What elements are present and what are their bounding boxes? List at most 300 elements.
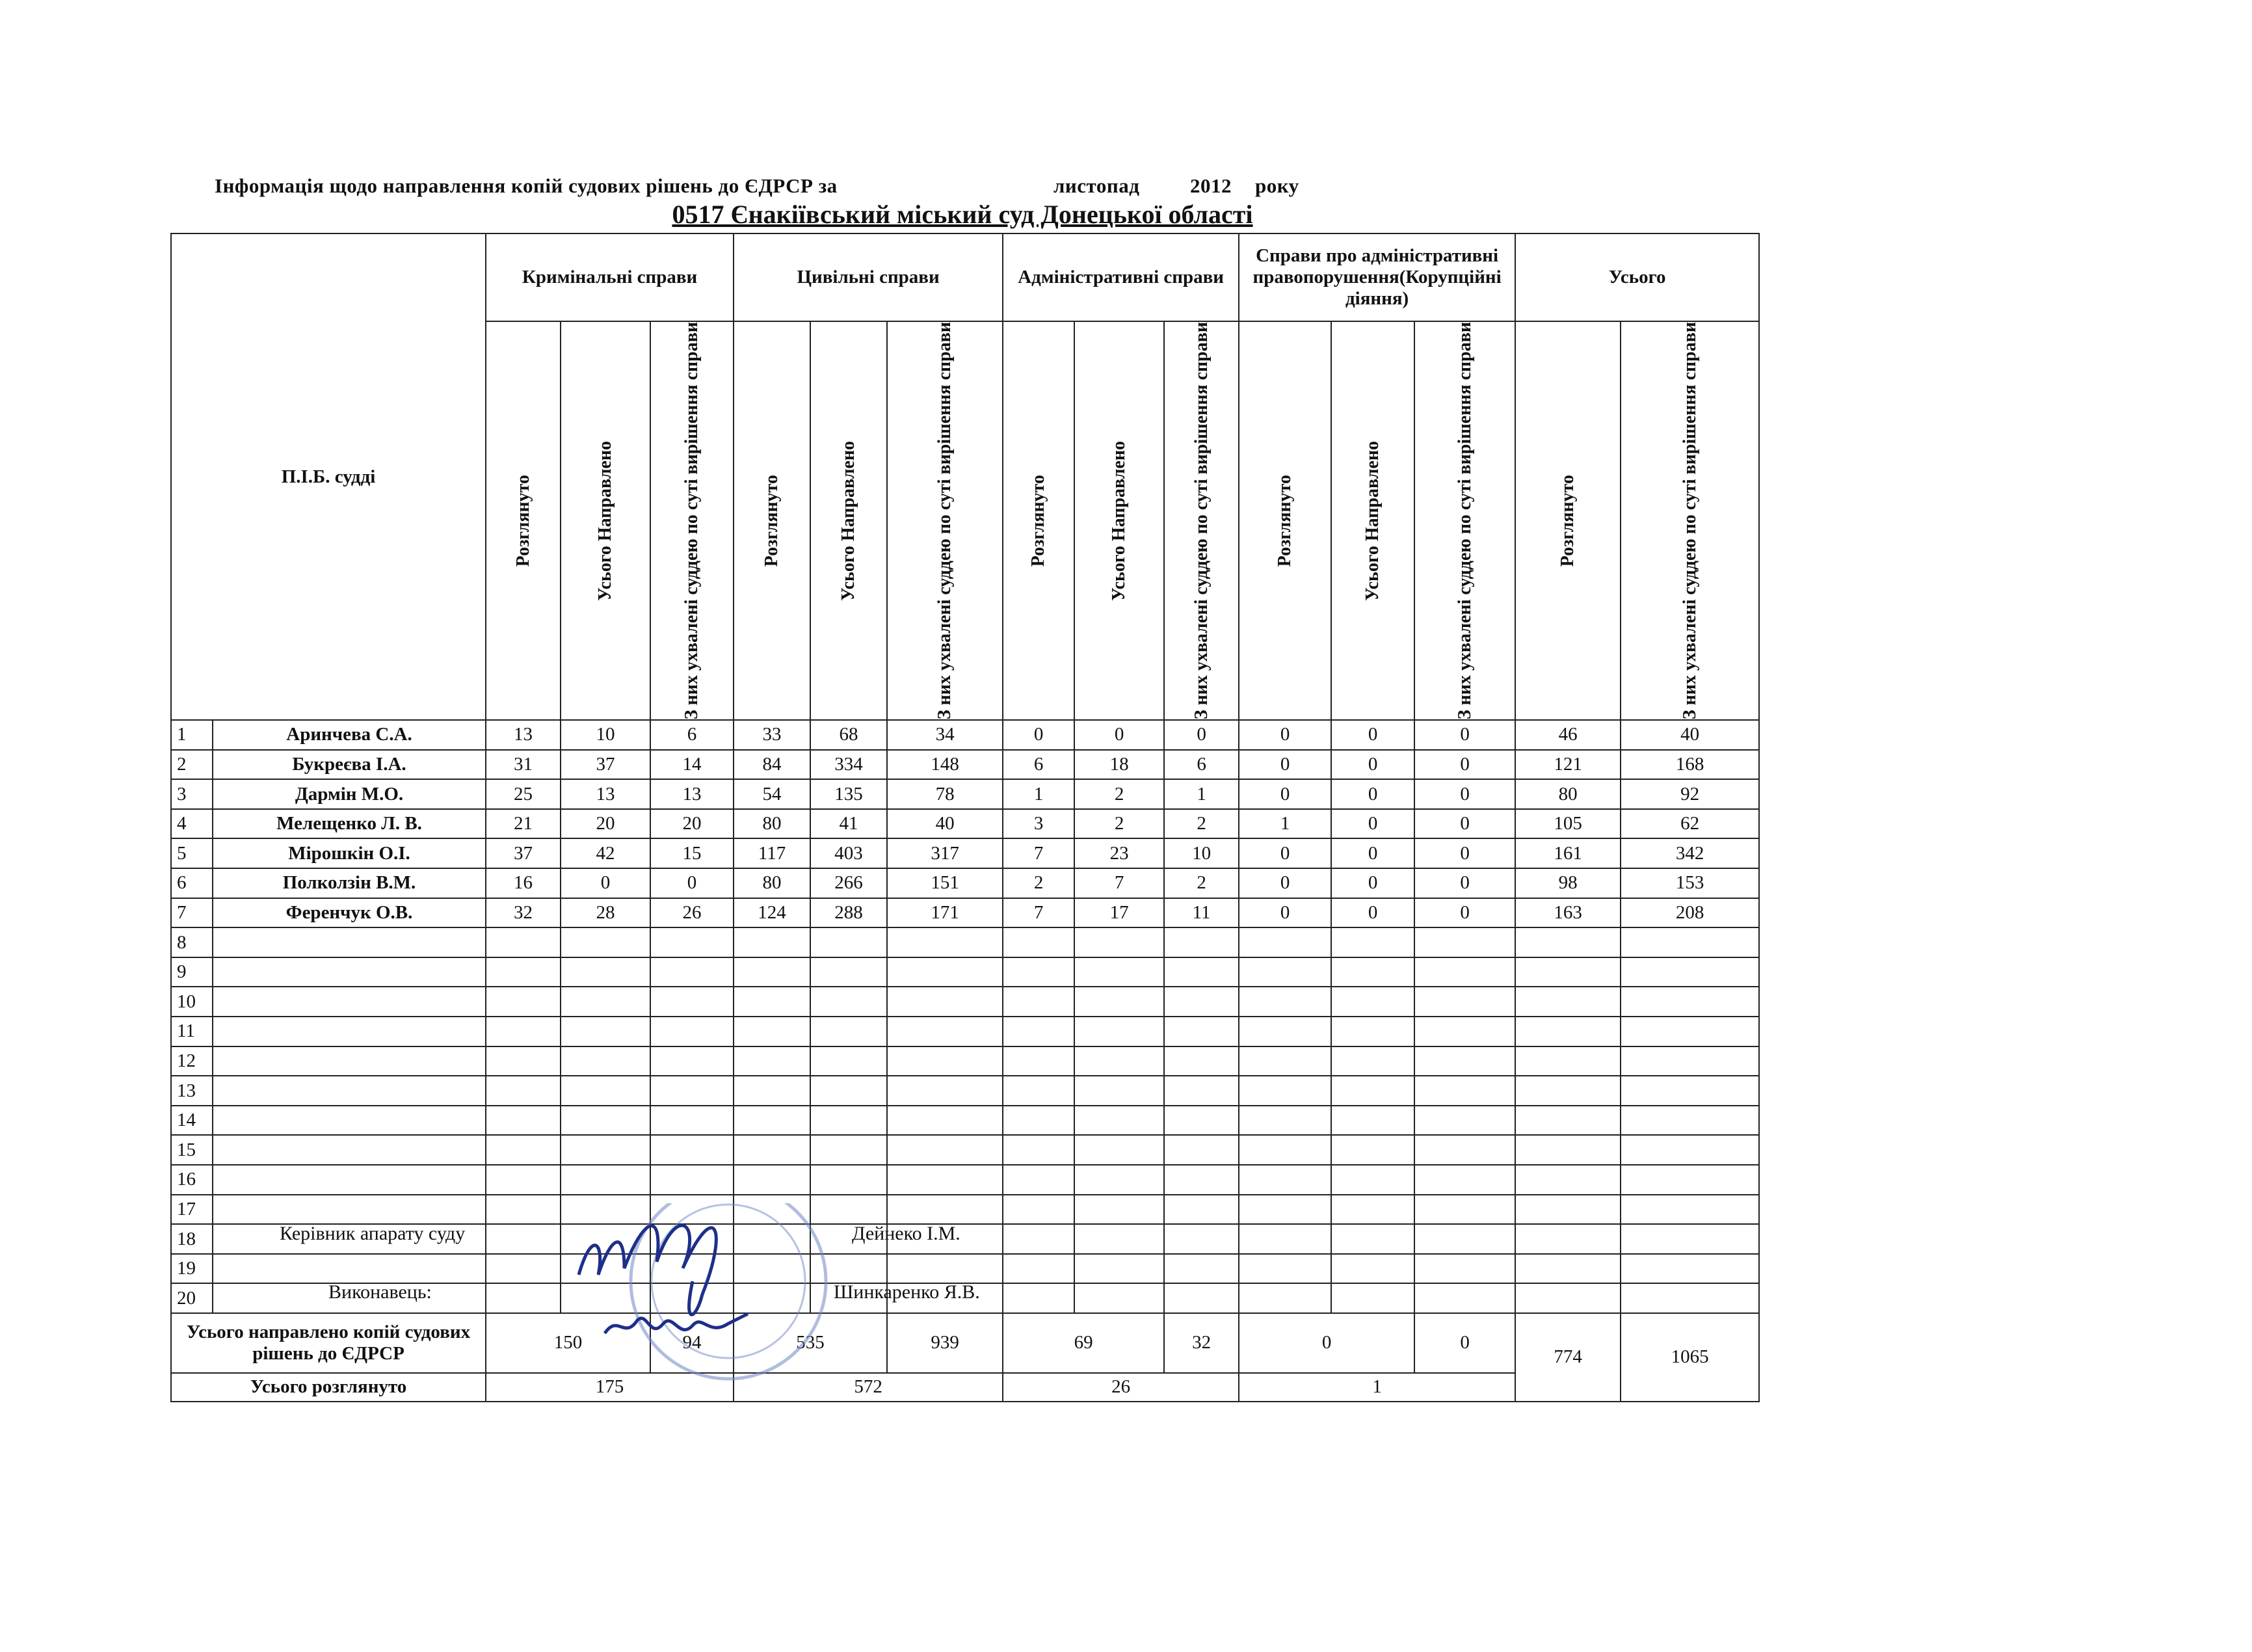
cell-value: 0 xyxy=(1331,720,1414,750)
grand-total-decided: 1065 xyxy=(1621,1313,1759,1402)
cell-value: 0 xyxy=(1414,868,1515,898)
signature-stamp xyxy=(533,1203,871,1385)
cell-value xyxy=(1414,987,1515,1017)
cell-value xyxy=(734,1046,810,1076)
cell-value xyxy=(887,1046,1003,1076)
cell-value: 80 xyxy=(1515,779,1621,809)
cell-value xyxy=(650,1165,734,1195)
cell-value: 0 xyxy=(1239,868,1331,898)
cell-value xyxy=(1239,987,1331,1017)
cell-value: 78 xyxy=(887,779,1003,809)
cell-value xyxy=(1003,1165,1074,1195)
cell-value xyxy=(1239,1283,1331,1313)
cell-value xyxy=(650,1046,734,1076)
head-label: Керівник апарату суду xyxy=(280,1223,466,1244)
row-number: 11 xyxy=(171,1017,213,1046)
row-number: 18 xyxy=(171,1224,213,1254)
cell-value: 92 xyxy=(1621,779,1759,809)
cell-value: 31 xyxy=(486,750,561,780)
cell-value xyxy=(1331,1106,1414,1136)
judge-name: Дармін М.О. xyxy=(213,779,486,809)
judge-name xyxy=(213,1106,486,1136)
cell-value xyxy=(1621,1195,1759,1225)
cell-value xyxy=(1164,1224,1239,1254)
cell-value xyxy=(486,987,561,1017)
cell-value: 105 xyxy=(1515,809,1621,839)
cell-value: 0 xyxy=(1331,809,1414,839)
cell-value xyxy=(1074,1283,1164,1313)
row-number: 10 xyxy=(171,987,213,1017)
cell-value: 0 xyxy=(1414,898,1515,928)
cell-value: 16 xyxy=(486,868,561,898)
subheader-reviewed xyxy=(1003,321,1074,720)
cell-value xyxy=(1414,1254,1515,1284)
table-row xyxy=(171,927,1759,957)
cell-value: 6 xyxy=(650,720,734,750)
cell-value xyxy=(650,1017,734,1046)
cell-value: 62 xyxy=(1621,809,1759,839)
stamp-outer-ring xyxy=(631,1203,826,1379)
cell-value xyxy=(1331,1017,1414,1046)
cell-value xyxy=(650,1106,734,1136)
cell-value: 148 xyxy=(887,750,1003,780)
judge-name: Ференчук О.В. xyxy=(213,898,486,928)
cell-value xyxy=(1414,1106,1515,1136)
subheader-decided xyxy=(1621,321,1759,720)
court-name: 0517 Єнакіївський міський суд Донецької області xyxy=(672,200,1253,229)
group-total: Усього xyxy=(1515,233,1759,321)
cell-value xyxy=(1515,927,1621,957)
cell-value: 0 xyxy=(1331,868,1414,898)
executor-label: Виконавець: xyxy=(328,1281,432,1303)
cell-value xyxy=(887,1195,1003,1225)
cell-value xyxy=(1331,957,1414,987)
cell-value xyxy=(1414,1046,1515,1076)
subheader-text: Розглянуто xyxy=(1557,474,1578,567)
cell-value xyxy=(734,1076,810,1106)
cell-value: 14 xyxy=(650,750,734,780)
cell-value: 54 xyxy=(734,779,810,809)
cell-value: 7 xyxy=(1074,868,1164,898)
row-number: 8 xyxy=(171,927,213,957)
cell-value: 20 xyxy=(561,809,650,839)
cell-value: 23 xyxy=(1074,838,1164,868)
total-sent-criminal-decided: 94 xyxy=(650,1313,734,1373)
cell-value: 1 xyxy=(1003,779,1074,809)
cell-value xyxy=(1331,1046,1414,1076)
cell-value: 124 xyxy=(734,898,810,928)
cell-value xyxy=(1331,1135,1414,1165)
cell-value: 2 xyxy=(1003,868,1074,898)
cell-value xyxy=(1331,1195,1414,1225)
cell-value: 0 xyxy=(1331,779,1414,809)
cell-value: 2 xyxy=(1164,809,1239,839)
cell-value: 40 xyxy=(887,809,1003,839)
cell-value xyxy=(1414,927,1515,957)
subheader-text: З них ухвалені суддею по суті вирішення справи xyxy=(1454,322,1475,720)
cell-value xyxy=(887,1254,1003,1284)
cell-value: 0 xyxy=(1414,779,1515,809)
cell-value xyxy=(1331,1076,1414,1106)
cell-value xyxy=(810,957,887,987)
cell-value xyxy=(561,987,650,1017)
cell-value xyxy=(1239,1224,1331,1254)
cell-value: 37 xyxy=(561,750,650,780)
cell-value xyxy=(887,1017,1003,1046)
title-month: листопад xyxy=(1053,174,1140,197)
cell-value xyxy=(1621,957,1759,987)
cell-value: 28 xyxy=(561,898,650,928)
cell-value: 342 xyxy=(1621,838,1759,868)
cell-value xyxy=(1621,987,1759,1017)
cell-value xyxy=(1003,1017,1074,1046)
cell-value xyxy=(1164,987,1239,1017)
cell-value xyxy=(1414,957,1515,987)
cell-value xyxy=(734,1017,810,1046)
subheader-sent xyxy=(561,321,650,720)
cell-value xyxy=(1239,1195,1331,1225)
cell-value xyxy=(1164,1254,1239,1284)
table-row xyxy=(171,1046,1759,1076)
total-sent-civil-reviewed: 535 xyxy=(734,1313,887,1373)
cell-value xyxy=(1003,1224,1074,1254)
cell-value: 2 xyxy=(1074,779,1164,809)
judge-name xyxy=(213,927,486,957)
cell-value xyxy=(1164,957,1239,987)
cell-value xyxy=(734,1135,810,1165)
row-number: 6 xyxy=(171,868,213,898)
judge-name: Аринчева С.А. xyxy=(213,720,486,750)
cell-value xyxy=(1414,1135,1515,1165)
cell-value: 1 xyxy=(1164,779,1239,809)
cell-value: 2 xyxy=(1164,868,1239,898)
table-row xyxy=(171,1106,1759,1136)
cell-value xyxy=(1621,1165,1759,1195)
row-number: 14 xyxy=(171,1106,213,1136)
cell-value: 7 xyxy=(1003,898,1074,928)
head-name: Дейнеко І.М. xyxy=(852,1223,960,1244)
cell-value: 20 xyxy=(650,809,734,839)
cell-value xyxy=(1414,1076,1515,1106)
cell-value xyxy=(1621,1106,1759,1136)
cell-value xyxy=(1164,927,1239,957)
cell-value xyxy=(887,927,1003,957)
cell-value: 0 xyxy=(1239,838,1331,868)
cell-value xyxy=(1164,1046,1239,1076)
table-row xyxy=(171,750,1759,780)
cell-value: 266 xyxy=(810,868,887,898)
judge-name xyxy=(213,1046,486,1076)
cell-value xyxy=(1621,1224,1759,1254)
signature-executor xyxy=(605,1314,748,1333)
cell-value: 0 xyxy=(1414,809,1515,839)
cell-value xyxy=(1074,957,1164,987)
title-year-suffix: року xyxy=(1255,174,1299,197)
group-admin-offenses: Справи про адміністративні правопорушення(Корупційні діяння) xyxy=(1239,233,1515,321)
cell-value xyxy=(1239,1165,1331,1195)
cell-value xyxy=(486,927,561,957)
cell-value xyxy=(561,1076,650,1106)
cell-value: 0 xyxy=(1239,750,1331,780)
cell-value xyxy=(734,1165,810,1195)
cell-value xyxy=(1515,1046,1621,1076)
total-reviewed-label: Усього розглянуто xyxy=(171,1373,486,1402)
cell-value xyxy=(1003,987,1074,1017)
cell-value xyxy=(1515,1106,1621,1136)
group-administrative: Адміністративні справи xyxy=(1003,233,1239,321)
cell-value xyxy=(561,957,650,987)
cell-value xyxy=(1331,927,1414,957)
total-reviewed-admin: 26 xyxy=(1003,1373,1239,1402)
subheader-text: Усього Направлено xyxy=(595,440,616,601)
judge-name xyxy=(213,1135,486,1165)
signature-head xyxy=(579,1225,716,1314)
subheader-sent xyxy=(810,321,887,720)
subheader-sent xyxy=(1331,321,1414,720)
cell-value xyxy=(1239,1017,1331,1046)
row-number: 1 xyxy=(171,720,213,750)
cell-value xyxy=(486,1106,561,1136)
total-reviewed-offense: 1 xyxy=(1239,1373,1515,1402)
cell-value xyxy=(1074,1195,1164,1225)
title-prefix: Інформація щодо направлення копій судових рішень до ЄДРСР за xyxy=(215,174,838,197)
cell-value: 26 xyxy=(650,898,734,928)
cell-value xyxy=(1003,1254,1074,1284)
cell-value: 46 xyxy=(1515,720,1621,750)
cell-value: 0 xyxy=(650,868,734,898)
table-row xyxy=(171,987,1759,1017)
cell-value xyxy=(810,1017,887,1046)
row-number: 20 xyxy=(171,1283,213,1313)
subheader-decided xyxy=(1164,321,1239,720)
cell-value: 68 xyxy=(810,720,887,750)
cell-value xyxy=(1003,1106,1074,1136)
cell-value xyxy=(1164,1106,1239,1136)
cell-value xyxy=(1164,1135,1239,1165)
cell-value: 0 xyxy=(1239,720,1331,750)
cell-value: 403 xyxy=(810,838,887,868)
cell-value xyxy=(1331,1254,1414,1284)
executor-name: Шинкаренко Я.В. xyxy=(834,1281,980,1303)
row-number: 17 xyxy=(171,1195,213,1225)
total-sent-admin-decided: 32 xyxy=(1164,1313,1239,1373)
cell-value xyxy=(1074,987,1164,1017)
subheader-text: Розглянуто xyxy=(762,474,782,567)
cell-value xyxy=(1414,1195,1515,1225)
cell-value xyxy=(1003,1283,1074,1313)
cell-value: 0 xyxy=(1331,838,1414,868)
cell-value: 135 xyxy=(810,779,887,809)
judge-name: Мірошкін О.І. xyxy=(213,838,486,868)
row-number: 13 xyxy=(171,1076,213,1106)
cell-value xyxy=(734,927,810,957)
subheader-sent xyxy=(1074,321,1164,720)
total-reviewed-civil: 572 xyxy=(734,1373,1003,1402)
cell-value: 41 xyxy=(810,809,887,839)
subheader-text: Розглянуто xyxy=(512,474,533,567)
judge-name: Букреєва І.А. xyxy=(213,750,486,780)
cell-value: 98 xyxy=(1515,868,1621,898)
cell-value xyxy=(1074,1224,1164,1254)
cell-value: 171 xyxy=(887,898,1003,928)
cell-value: 10 xyxy=(561,720,650,750)
cell-value xyxy=(1331,1165,1414,1195)
cell-value xyxy=(1621,1046,1759,1076)
cell-value xyxy=(810,987,887,1017)
judge-name xyxy=(213,1017,486,1046)
cell-value xyxy=(810,1165,887,1195)
cell-value xyxy=(1003,927,1074,957)
cell-value: 80 xyxy=(734,809,810,839)
cell-value xyxy=(1074,1017,1164,1046)
judge-name-header: П.І.Б. судді xyxy=(171,233,486,720)
cell-value xyxy=(1621,1135,1759,1165)
cell-value: 7 xyxy=(1003,838,1074,868)
cell-value xyxy=(1515,1076,1621,1106)
row-number: 5 xyxy=(171,838,213,868)
cell-value xyxy=(887,1135,1003,1165)
cell-value: 0 xyxy=(1239,779,1331,809)
table-row xyxy=(171,1254,1759,1284)
cell-value xyxy=(1414,1224,1515,1254)
cell-value xyxy=(486,1165,561,1195)
cell-value: 117 xyxy=(734,838,810,868)
cell-value: 15 xyxy=(650,838,734,868)
subheader-text: З них ухвалені суддею по суті вирішення справи xyxy=(1679,322,1700,720)
cell-value: 13 xyxy=(486,720,561,750)
row-number: 9 xyxy=(171,957,213,987)
cell-value xyxy=(1003,1135,1074,1165)
cell-value: 0 xyxy=(1414,750,1515,780)
subheader-text: Розглянуто xyxy=(1028,474,1049,567)
cell-value xyxy=(1074,1106,1164,1136)
cell-value: 84 xyxy=(734,750,810,780)
cell-value xyxy=(1003,1195,1074,1225)
cell-value: 2 xyxy=(1074,809,1164,839)
cell-value xyxy=(1515,1254,1621,1284)
cell-value xyxy=(1621,1283,1759,1313)
cell-value: 153 xyxy=(1621,868,1759,898)
cell-value xyxy=(887,957,1003,987)
cell-value xyxy=(810,927,887,957)
total-reviewed-criminal: 175 xyxy=(486,1373,734,1402)
cell-value: 18 xyxy=(1074,750,1164,780)
cell-value xyxy=(1239,957,1331,987)
total-sent-civil-decided: 939 xyxy=(887,1313,1003,1373)
cell-value xyxy=(1515,1195,1621,1225)
cell-value xyxy=(650,1135,734,1165)
total-sent-offense-reviewed: 0 xyxy=(1239,1313,1414,1373)
subheader-text: Усього Направлено xyxy=(838,440,859,601)
subheader-reviewed xyxy=(1239,321,1331,720)
cell-value: 0 xyxy=(1164,720,1239,750)
cell-value: 151 xyxy=(887,868,1003,898)
cell-value xyxy=(561,1017,650,1046)
cell-value: 80 xyxy=(734,868,810,898)
judge-name xyxy=(213,1195,486,1225)
judge-name xyxy=(213,957,486,987)
cell-value: 121 xyxy=(1515,750,1621,780)
group-criminal: Кримінальні справи xyxy=(486,233,734,321)
subheader-reviewed xyxy=(486,321,561,720)
row-number: 16 xyxy=(171,1165,213,1195)
cell-value: 40 xyxy=(1621,720,1759,750)
subheader-text: З них ухвалені суддею по суті вирішення справи xyxy=(682,322,702,720)
cell-value: 161 xyxy=(1515,838,1621,868)
subheader-decided xyxy=(887,321,1003,720)
cell-value xyxy=(1164,1017,1239,1046)
cell-value: 32 xyxy=(486,898,561,928)
cell-value xyxy=(1515,987,1621,1017)
cell-value xyxy=(1515,1224,1621,1254)
cell-value: 168 xyxy=(1621,750,1759,780)
cell-value xyxy=(561,1046,650,1076)
cell-value xyxy=(1164,1283,1239,1313)
row-number: 12 xyxy=(171,1046,213,1076)
cell-value xyxy=(561,1165,650,1195)
total-sent-criminal-reviewed: 150 xyxy=(486,1313,650,1373)
row-number: 19 xyxy=(171,1254,213,1284)
cell-value xyxy=(1239,1046,1331,1076)
cell-value xyxy=(1239,1076,1331,1106)
title-year: 2012 xyxy=(1190,174,1232,197)
cell-value xyxy=(810,1135,887,1165)
cell-value: 13 xyxy=(650,779,734,809)
cell-value: 6 xyxy=(1003,750,1074,780)
total-sent-offense-decided: 0 xyxy=(1414,1313,1515,1373)
cell-value xyxy=(1331,1224,1414,1254)
table-row xyxy=(171,1195,1759,1225)
cell-value xyxy=(561,1106,650,1136)
group-civil: Цивільні справи xyxy=(734,233,1003,321)
table-row xyxy=(171,1165,1759,1195)
cell-value: 1 xyxy=(1239,809,1331,839)
cell-value xyxy=(887,1165,1003,1195)
cell-value xyxy=(1239,927,1331,957)
cell-value: 0 xyxy=(1414,838,1515,868)
cell-value: 13 xyxy=(561,779,650,809)
cell-value xyxy=(1239,1106,1331,1136)
cell-value: 0 xyxy=(1414,720,1515,750)
cell-value xyxy=(1621,1076,1759,1106)
cell-value xyxy=(734,987,810,1017)
subheader-reviewed xyxy=(734,321,810,720)
table-row xyxy=(171,720,1759,750)
cell-value xyxy=(486,1076,561,1106)
subheader-text: Усього Направлено xyxy=(1109,440,1130,601)
judge-name xyxy=(213,987,486,1017)
subheader-text: Розглянуто xyxy=(1275,474,1295,567)
table-row xyxy=(171,1076,1759,1106)
cell-value xyxy=(650,987,734,1017)
cell-value xyxy=(561,1135,650,1165)
subheader-decided xyxy=(1414,321,1515,720)
cell-value: 0 xyxy=(1003,720,1074,750)
judge-name xyxy=(213,1076,486,1106)
cell-value xyxy=(810,1046,887,1076)
cell-value xyxy=(1074,927,1164,957)
cell-value xyxy=(887,1076,1003,1106)
cell-value xyxy=(1074,1135,1164,1165)
cell-value xyxy=(1515,957,1621,987)
judge-name: Полколзін В.М. xyxy=(213,868,486,898)
cell-value xyxy=(1621,1254,1759,1284)
cell-value xyxy=(1414,1283,1515,1313)
subheader-decided xyxy=(650,321,734,720)
cell-value xyxy=(1164,1076,1239,1106)
table-row xyxy=(171,838,1759,868)
cell-value: 10 xyxy=(1164,838,1239,868)
